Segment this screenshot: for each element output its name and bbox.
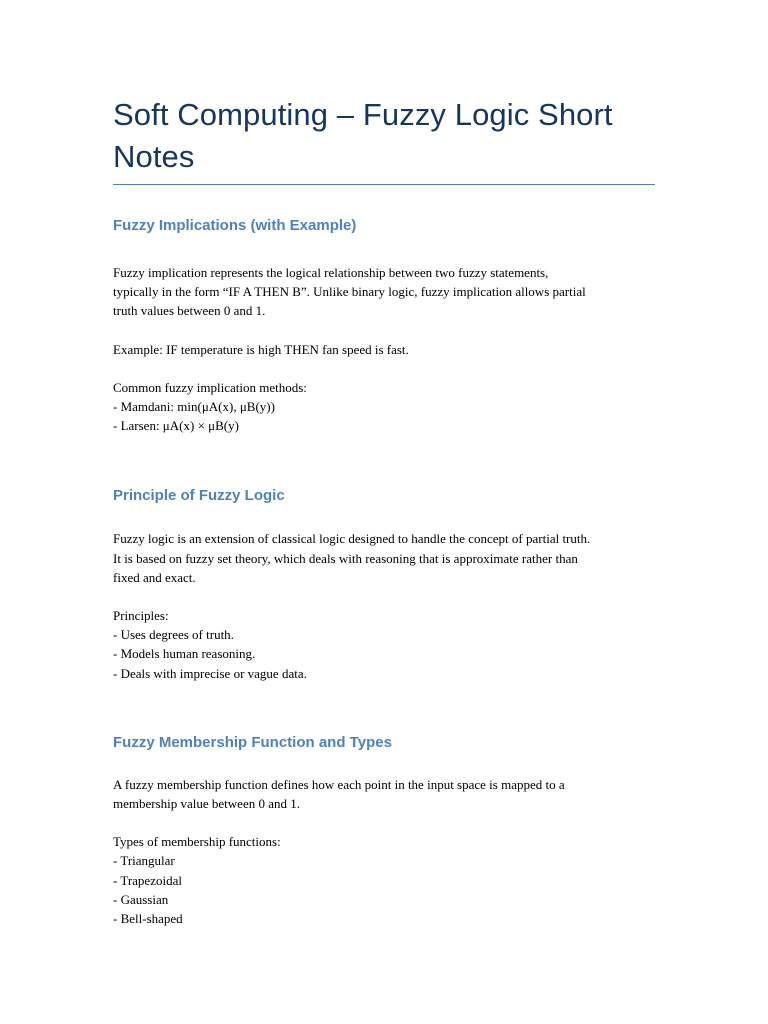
text-line: Types of membership functions: (113, 834, 281, 850)
section-heading-membership-function: Fuzzy Membership Function and Types (113, 733, 392, 751)
text-line: It is based on fuzzy set theory, which deals with reasoning that is approximate rather than (113, 550, 578, 566)
text-line: Fuzzy implication represents the logical relationship between two fuzzy statements, (113, 265, 549, 280)
text-line: Principles: (113, 608, 169, 624)
text-line: Example: IF temperature is high THEN fan speed is fast. (113, 341, 409, 357)
membership-types-list (113, 832, 658, 928)
text-line: typically in the form “IF A THEN B”. Unlike binary logic, fuzzy implication allows partial (113, 284, 586, 300)
section-paragraph (113, 529, 658, 587)
text-line: membership value between 0 and 1. (113, 796, 300, 812)
text-line: A fuzzy membership function defines how each point in the input space is mapped to a (113, 776, 565, 792)
list-item: - Gaussian (113, 891, 169, 907)
list-item: - Mamdani: min(μA(x), μB(y)) (113, 399, 275, 415)
methods-list (113, 378, 658, 436)
text-line: Fuzzy logic is an extension of classical logic designed to handle the concept of partial truth. (113, 531, 591, 547)
section-paragraph (113, 263, 658, 321)
document-page (113, 0, 658, 928)
text-line: fixed and exact. (113, 569, 196, 585)
document-title-line: Soft Computing – Fuzzy Logic Short (113, 97, 613, 132)
section-heading-principle-of-fuzzy-logic: Principle of Fuzzy Logic (113, 487, 285, 505)
text-line: truth values between 0 and 1. (113, 303, 266, 319)
section-paragraph (113, 775, 658, 813)
list-item: - Bell-shaped (113, 911, 183, 927)
section-heading-fuzzy-implications: Fuzzy Implications (with Example) (113, 217, 357, 234)
document-title-line: Notes (113, 139, 195, 174)
principles-list (113, 606, 658, 683)
title-divider (113, 184, 655, 185)
list-item: - Larsen: μA(x) × μB(y) (113, 418, 239, 434)
example-paragraph (113, 340, 658, 359)
text-line: Common fuzzy implication methods: (113, 379, 307, 395)
list-item: - Triangular (113, 853, 175, 869)
list-item: - Uses degrees of truth. (113, 627, 234, 643)
list-item: - Models human reasoning. (113, 646, 256, 662)
list-item: - Trapezoidal (113, 872, 182, 888)
document-title (113, 0, 658, 178)
list-item: - Deals with imprecise or vague data. (113, 665, 307, 681)
